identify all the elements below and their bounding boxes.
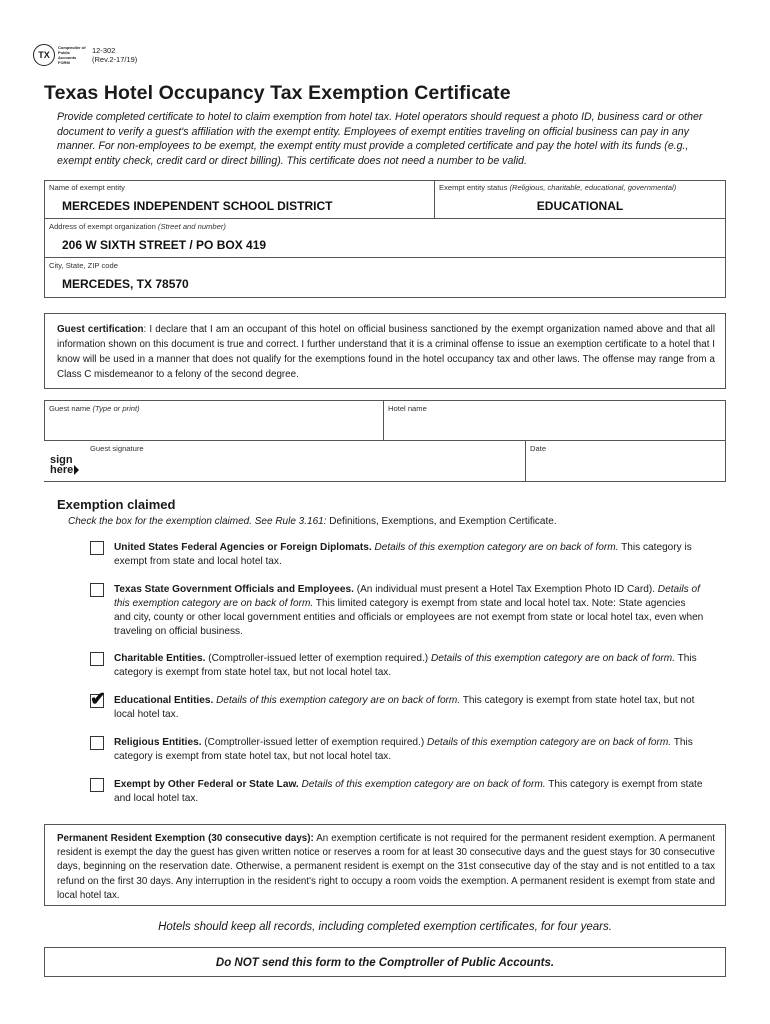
exemption-instructions-italic: Check the box for the exemption claimed. See Rule 3.161:	[68, 516, 327, 527]
exempt-entity-name-field[interactable]	[44, 180, 435, 219]
address-label-main: Address of exempt organization	[49, 222, 156, 231]
status-label-main: Exempt entity status	[439, 183, 508, 192]
checkbox-educational[interactable]	[90, 689, 106, 710]
option-post: This category is exempt from state hotel tax, but not local hotel tax.	[114, 695, 695, 720]
checkbox-charitable[interactable]	[90, 652, 104, 666]
option-text-state-officials	[114, 583, 705, 639]
form-number: 12-302	[92, 46, 116, 55]
address-label-note: (Street and number)	[157, 222, 226, 231]
exemption-option-federal	[90, 541, 705, 569]
exemption-option-charitable	[90, 652, 705, 680]
do-not-send-notice: Do NOT send this form to the Comptroller of Public Accounts.	[44, 947, 726, 977]
exemption-option-religious	[90, 736, 705, 764]
exempt-entity-status-field[interactable]	[434, 180, 726, 219]
option-text-religious	[114, 736, 705, 764]
certification-text: : I declare that I am an occupant of this hotel on official business sanctioned by the exempt organization named above and that all information shown on this document is true and correct. I further understand that it is a criminal offense to issue an exemption certificate to a hotel that I know will be used in a manner that does not qualify for the exemptions found in the hotel occupancy tax and other laws. The offense may range from a Class C misdemeanor to a felony of the second degree.	[57, 324, 715, 380]
option-post: This category is exempt from state hotel tax, but not local hotel tax.	[114, 737, 693, 762]
exemption-instructions-rest: Definitions, Exemptions, and Exemption Certificate.	[326, 516, 557, 527]
checkbox-religious[interactable]	[90, 736, 104, 750]
exemption-claimed-title: Exemption claimed	[57, 497, 176, 512]
checkbox-other-law[interactable]	[90, 778, 104, 792]
option-post: This category is exempt from state and local hotel tax.	[114, 779, 703, 804]
form-revision: (Rev.2-17/19)	[92, 55, 138, 64]
option-post: This limited category is exempt from state and local hotel tax. Note: State agencies and city, county or other local government entities and officials or employees are not exempt from state or local hotel tax, even when traveling on official business.	[114, 598, 704, 637]
guest-signature-label: Guest signature	[90, 444, 144, 453]
checkbox-state-officials[interactable]	[90, 583, 104, 597]
option-text-charitable	[114, 652, 705, 680]
form-header	[33, 44, 137, 66]
permanent-resident-heading: Permanent Resident Exemption (30 consecutive days):	[57, 833, 314, 844]
intro-text: Provide completed certificate to hotel to claim exemption from hotel tax. Hotel operators should request a photo ID, business card or other document to verify a guest's affiliation with the exempt entity. Employees of exempt entities traveling on official business can pay in any manner. For non-employees to be exempt, the exempt entity must provide a completed certificate and pay the hotel with its funds (e.g., exempt entity check, credit card or direct billing). This certificate does not need a number to be valid.	[57, 111, 703, 167]
exempt-entity-status-value: EDUCATIONAL	[536, 199, 624, 213]
option-name: Texas State Government Officials and Employees.	[114, 584, 354, 595]
option-italic: Details of this exemption category are on back of form.	[428, 653, 676, 664]
form-id	[92, 46, 137, 64]
checkmark-icon: ✔	[90, 689, 106, 710]
option-pre: (An individual must present a Hotel Tax Exemption Photo ID Card).	[353, 584, 655, 595]
option-pre: (Comptroller-issued letter of exemption required.)	[201, 737, 425, 748]
checkbox-federal[interactable]	[90, 541, 104, 555]
address-label	[49, 222, 226, 231]
guest-signature-field[interactable]	[44, 440, 526, 482]
status-label-note: (Religious, charitable, educational, governmental)	[509, 183, 677, 192]
option-italic: Details of this exemption category are on back of form.	[424, 737, 672, 748]
option-italic: Details of this exemption category are on back of form.	[298, 779, 546, 790]
option-post: This category is exempt from state and local hotel tax.	[114, 542, 692, 567]
record-keeping-note: Hotels should keep all records, including completed exemption certificates, for four years.	[158, 921, 612, 933]
guest-name-label-main: Guest name	[49, 404, 91, 413]
sign-here-line1: sign	[50, 454, 73, 466]
option-name: Religious Entities.	[114, 737, 202, 748]
page-title: Texas Hotel Occupancy Tax Exemption Certificate	[44, 82, 511, 104]
option-italic: Details of this exemption category are on back of form.	[114, 584, 700, 609]
option-italic: Details of this exemption category are on back of form.	[213, 695, 461, 706]
option-name: Educational Entities.	[114, 695, 214, 706]
exemption-claimed-instructions	[68, 516, 557, 527]
date-label: Date	[530, 444, 547, 453]
address-field[interactable]	[44, 218, 726, 258]
option-pre: (Comptroller-issued letter of exemption required.)	[205, 653, 429, 664]
option-italic: Details of this exemption category are on back of form.	[371, 542, 619, 553]
certification-heading: Guest certification	[57, 324, 144, 335]
seal-glyph: TX	[38, 50, 50, 60]
permanent-resident-exemption	[44, 824, 726, 906]
permanent-resident-text: An exemption certificate is not required for the permanent resident exemption. A permanent resident is exempt the day the guest has given written notice or reserves a room for at least 30 consecutive days and the guest stays for 30 consecutive days, beginning on the reservation date. Otherwise, a permanent resident is exempt on the 31st consecutive day of the stay and is not entitled to a tax refund on the first 30 days. Any interruption in the resident's right to occupy a room voids the exemption. A permanent resident is exempt from state and local hotel tax.	[57, 833, 715, 901]
exemption-option-state-officials	[90, 583, 705, 639]
sign-here-arrow-icon	[74, 465, 79, 475]
date-field[interactable]	[525, 440, 726, 482]
option-name: Exempt by Other Federal or State Law.	[114, 779, 299, 790]
guest-name-label	[49, 404, 140, 413]
comptroller-seal-icon	[33, 44, 55, 66]
guest-name-field[interactable]	[44, 400, 384, 441]
city-state-zip-value: MERCEDES, TX 78570	[62, 277, 189, 291]
option-text-other-law	[114, 778, 705, 806]
city-state-zip-label: City, State, ZIP code	[49, 261, 118, 270]
hotel-name-label: Hotel name	[388, 404, 427, 413]
exempt-entity-name-value: MERCEDES INDEPENDENT SCHOOL DISTRICT	[62, 199, 333, 213]
hotel-name-field[interactable]	[383, 400, 726, 441]
guest-certification	[44, 313, 726, 389]
option-text-federal	[114, 541, 705, 569]
option-name: Charitable Entities.	[114, 653, 206, 664]
exemption-option-educational	[90, 689, 705, 722]
exempt-entity-name-label: Name of exempt entity	[49, 183, 125, 192]
address-value: 206 W SIXTH STREET / PO BOX 419	[62, 238, 267, 252]
option-name: United States Federal Agencies or Foreign Diplomats.	[114, 542, 372, 553]
option-post: This category is exempt from state hotel tax, but not local hotel tax.	[114, 653, 697, 678]
guest-name-label-note: (Type or print)	[92, 404, 140, 413]
exemption-option-other-law	[90, 778, 705, 806]
city-state-zip-field[interactable]	[44, 257, 726, 298]
exempt-entity-status-label	[439, 183, 676, 192]
sign-here-line2: here	[50, 464, 74, 476]
sign-here-marker	[50, 455, 79, 475]
option-text-educational	[114, 694, 705, 722]
agency-name: Comptroller of Public Accounts FORM	[58, 45, 86, 65]
